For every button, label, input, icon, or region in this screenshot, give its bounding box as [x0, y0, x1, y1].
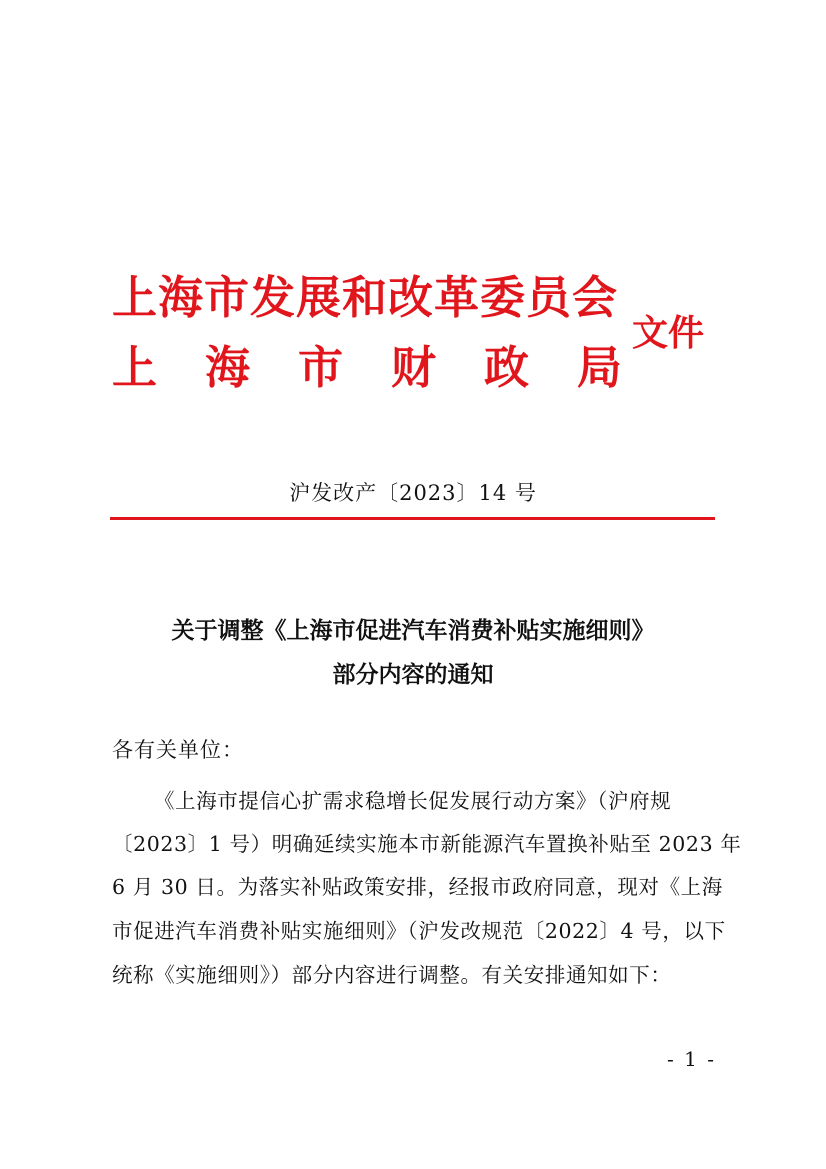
page-number: - 1 -	[667, 1047, 716, 1071]
issuer-2-char: 海	[204, 341, 250, 394]
header-divider	[110, 517, 715, 520]
salutation: 各有关单位：	[112, 738, 244, 762]
body-line: 市促进汽车消费补贴实施细则》（沪发改规范〔2022〕4 号，以下	[112, 919, 726, 943]
doc-number: 沪发改产〔2023〕14 号	[289, 481, 537, 505]
title-line-2: 部分内容的通知	[332, 661, 494, 688]
issuer-2-char: 财	[390, 341, 436, 394]
issuer-2-char: 市	[297, 341, 343, 394]
body-line: 6 月 30 日。为落实补贴政策安排，经报市政府同意，现对《上海	[112, 875, 723, 899]
issuer-2-char: 上	[112, 341, 158, 394]
issuer-name-1: 上海市发展和改革委员会	[112, 271, 619, 324]
issuer-name-2	[112, 342, 622, 394]
body-line: 《上海市提信心扩需求稳增长促发展行动方案》（沪府规	[154, 789, 672, 813]
issuer-2-char: 政	[483, 341, 529, 394]
issuer-2-char: 局	[576, 341, 622, 394]
doc-suffix: 文件	[632, 312, 705, 354]
document-title	[80, 609, 746, 697]
issuer-block	[112, 272, 712, 402]
title-line-1: 关于调整《上海市促进汽车消费补贴实施细则》	[171, 617, 655, 644]
body-line: 〔2023〕1 号）明确延续实施本市新能源汽车置换补贴至 2023 年	[112, 832, 742, 856]
body-line: 统称《实施细则》）部分内容进行调整。有关安排通知如下：	[112, 963, 672, 987]
